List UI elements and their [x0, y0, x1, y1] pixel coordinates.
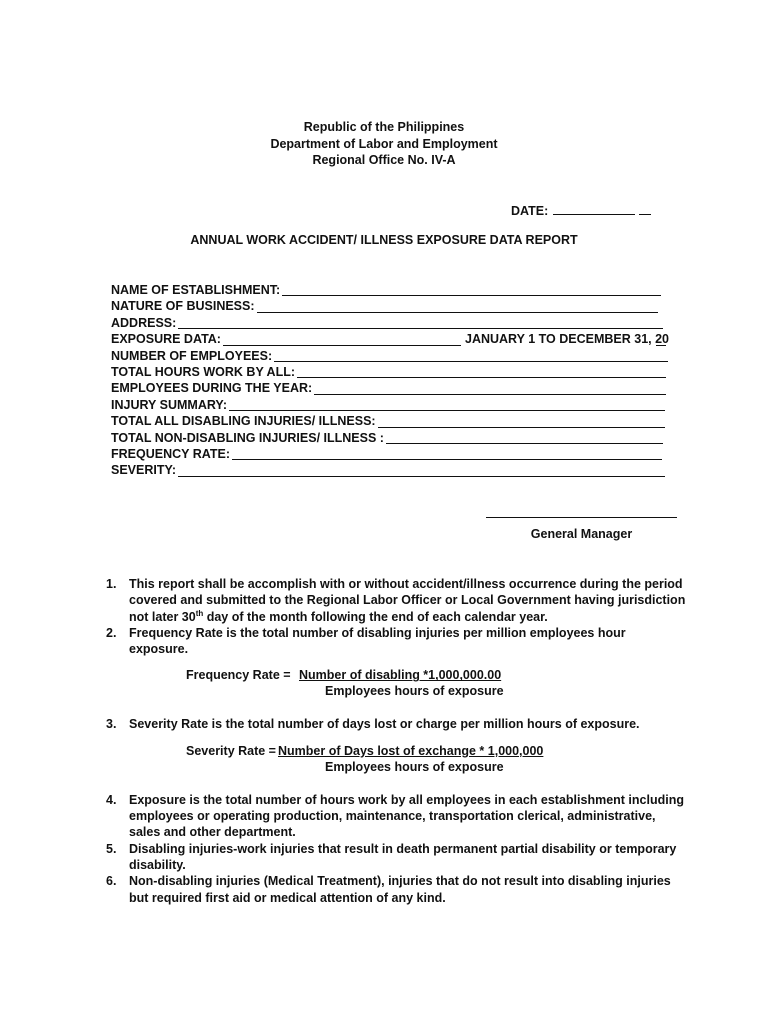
field-blank[interactable]: [296, 394, 666, 395]
field-blank[interactable]: [224, 459, 662, 460]
field-frequency-rate: [111, 446, 671, 462]
field-label: INJURY SUMMARY:: [111, 397, 227, 412]
field-blank[interactable]: [214, 345, 461, 346]
note-item: [106, 625, 686, 658]
notes-list: [106, 576, 686, 906]
document-header: [0, 119, 768, 169]
field-blank-year[interactable]: [656, 345, 666, 346]
field-blank[interactable]: [168, 328, 663, 329]
field-label: TOTAL NON-DISABLING INJURIES/ ILLNESS :: [111, 430, 384, 445]
field-label: EMPLOYEES DURING THE YEAR:: [111, 381, 313, 396]
field-label: TOTAL HOURS WORK BY ALL:: [111, 364, 296, 379]
header-department: Department of Labor and Employment: [270, 136, 498, 151]
note-number: 2.: [106, 625, 117, 640]
field-blank[interactable]: [261, 361, 668, 362]
field-injury-summary: [111, 397, 671, 413]
field-blank[interactable]: [228, 410, 665, 411]
field-label: NUMBER OF EMPLOYEES:: [111, 348, 273, 363]
note-text: Non-disabling injuries (Medical Treatment), injuries that do not result into disabling injuries but required first aid or medical attention of any kind.: [129, 874, 671, 905]
formula-label: Frequency Rate =: [186, 668, 291, 683]
field-label: SEVERITY:: [111, 463, 177, 478]
formula-numerator: Number of Days lost of exchange * 1,000,000: [278, 743, 544, 758]
severity-rate-formula: [106, 743, 686, 776]
note-text: Disabling injuries-work injuries that result in death permanent partial disability or temporary disability.: [129, 841, 677, 872]
formula-label: Severity Rate =: [186, 743, 276, 758]
field-blank[interactable]: [242, 312, 658, 313]
formula-numerator: Number of disabling *1,000,000.00: [299, 668, 502, 683]
field-blank[interactable]: [275, 295, 661, 296]
field-total-non-disabling-injuries: [111, 430, 671, 446]
date-blank[interactable]: [553, 201, 635, 215]
field-label: TOTAL ALL DISABLING INJURIES/ ILLNESS:: [111, 414, 376, 429]
date-label: DATE:: [511, 204, 549, 218]
note-item: [106, 873, 686, 906]
field-number-of-employees: [111, 348, 671, 364]
field-blank[interactable]: [352, 427, 665, 428]
field-label: EXPOSURE DATA:: [111, 332, 221, 347]
frequency-rate-formula: [106, 667, 686, 700]
form-fields: [111, 282, 671, 479]
field-severity: [111, 462, 671, 478]
field-total-disabling-injuries: [111, 413, 671, 429]
note-item: [106, 792, 686, 841]
exposure-period: JANUARY 1 TO DECEMBER 31, 20: [465, 332, 669, 347]
report-title: ANNUAL WORK ACCIDENT/ ILLNESS EXPOSURE DATA REPORT: [190, 233, 578, 247]
note-text: This report shall be accomplish with or without accident/illness occurrence during the period covered and submitted to the Regional Labor Officer or Local Government having jurisdiction not later 30: [129, 577, 686, 624]
note-text-continued: day of the month following the end of each calendar year.: [203, 609, 548, 624]
note-item: [106, 841, 686, 874]
note-number: 5.: [106, 841, 117, 856]
formula-denominator: Employees hours of exposure: [325, 684, 504, 699]
note-item: [106, 716, 686, 732]
field-blank[interactable]: [374, 443, 663, 444]
date-line: [511, 201, 651, 218]
field-total-hours-work: [111, 364, 671, 380]
signature-label: General Manager: [530, 527, 633, 541]
note-number: 4.: [106, 792, 117, 807]
formula-denominator: Employees hours of exposure: [325, 759, 504, 774]
note-number: 6.: [106, 874, 117, 889]
general-manager-signature[interactable]: [486, 517, 677, 541]
note-superscript: th: [195, 608, 204, 618]
note-item: [106, 576, 686, 625]
note-text: Exposure is the total number of hours work by all employees in each establishment including employees or operating production, maintenance, transportation clerical, administrative, sales and other department.: [129, 792, 684, 840]
field-label: NATURE OF BUSINESS:: [111, 299, 255, 314]
field-label: NAME OF ESTABLISHMENT:: [111, 283, 281, 297]
header-republic: Republic of the Philippines: [303, 120, 465, 134]
note-number: 3.: [106, 717, 117, 732]
field-employees-during-year: [111, 380, 671, 396]
field-label: ADDRESS:: [111, 315, 177, 330]
note-text: Severity Rate is the total number of days lost or charge per million hours of exposure.: [129, 717, 640, 732]
date-blank-suffix[interactable]: [639, 201, 651, 215]
field-address: [111, 315, 671, 331]
note-number: 1.: [106, 577, 117, 591]
field-blank[interactable]: [279, 377, 666, 378]
field-exposure-data: [111, 331, 671, 347]
header-regional-office: Regional Office No. IV-A: [312, 153, 456, 167]
field-name-of-establishment: [111, 282, 671, 298]
field-label: FREQUENCY RATE:: [111, 446, 230, 461]
field-blank[interactable]: [173, 476, 665, 477]
note-text: Frequency Rate is the total number of disabling injuries per million employees hour exposure.: [129, 625, 626, 657]
field-nature-of-business: [111, 298, 671, 314]
